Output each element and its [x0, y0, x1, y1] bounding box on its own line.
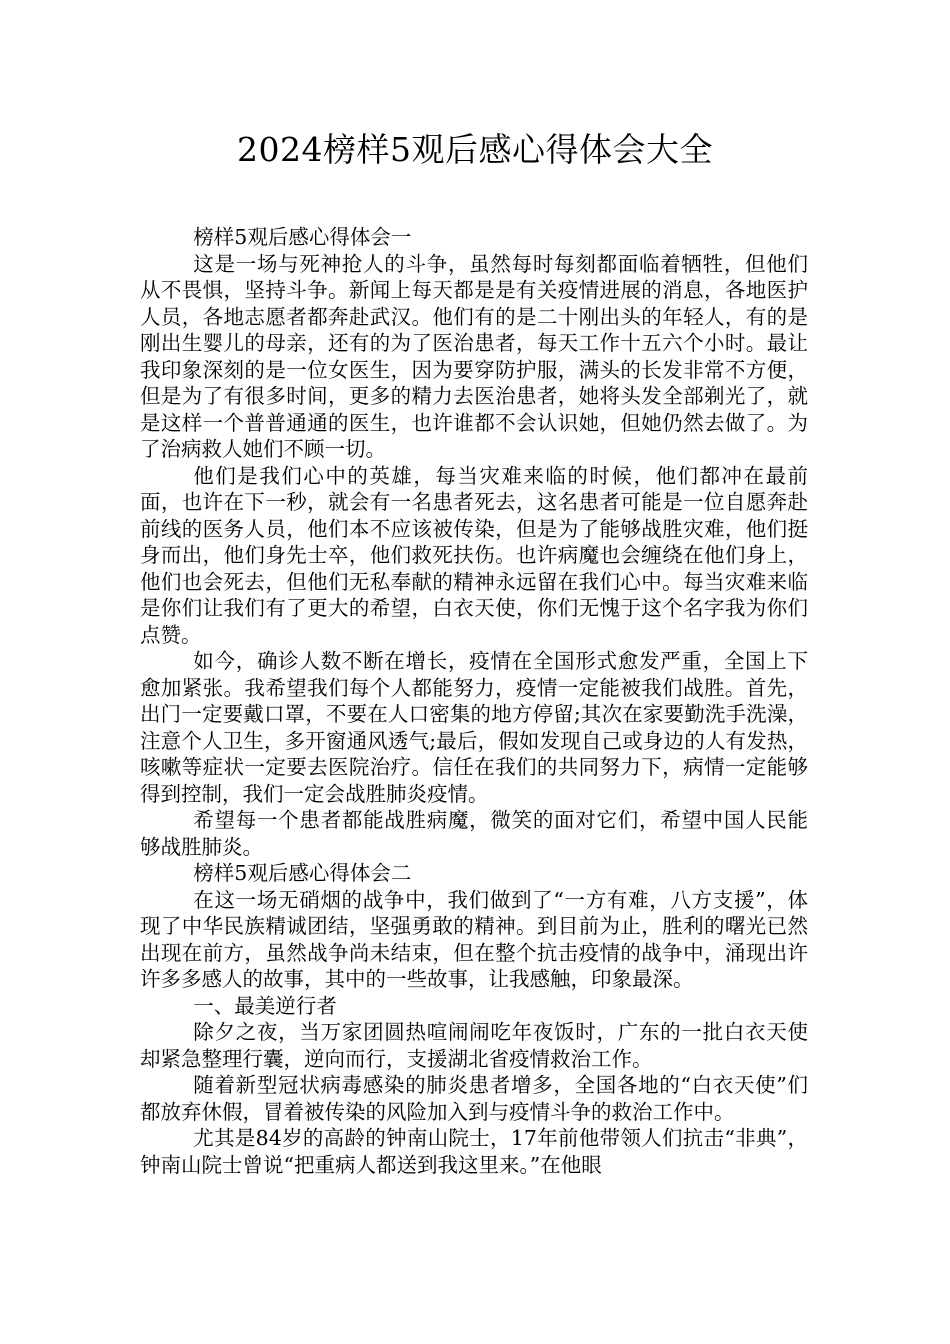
paragraph: 尤其是84岁的高龄的钟南山院士，17年前他带领人们抗击“非典”，钟南山院士曾说“把重病人都送到我这里来。”在他眼 — [140, 1126, 808, 1177]
document-title: 2024榜样5观后感心得体会大全 — [237, 130, 713, 169]
paragraph: 在这一场无硝烟的战争中，我们做到了“一方有难，八方支援”，体现了中华民族精诚团结，坚强勇敢的精神。到目前为止，胜利的曙光已然出现在前方，虽然战争尚未结束，但在整个抗击疫情的战争中，涌现出许许多多感人的故事，其中的一些故事，让我感触，印象最深。 — [140, 887, 808, 991]
paragraph: 希望每一个患者都能战胜病魔，微笑的面对它们，希望中国人民能够战胜肺炎。 — [140, 808, 808, 859]
paragraph: 如今，确诊人数不断在增长，疫情在全国形式愈发严重，全国上下愈加紧张。我希望我们每个人都能努力，疫情一定能被我们战胜。首先，出门一定要戴口罩，不要在人口密集的地方停留;其次在家要勤洗手洗澡，注意个人卫生，多开窗通风透气;最后，假如发现自己或身边的人有发热，咳嗽等症状一定要去医院治疗。信任在我们的共同努力下，病情一定能够得到控制，我们一定会战胜肺炎疫情。 — [140, 649, 808, 806]
paragraph: 这是一场与死神抢人的斗争，虽然每时每刻都面临着牺牲，但他们从不畏惧，坚持斗争。新闻上每天都是是有关疫情进展的消息，各地医护人员，各地志愿者都奔赴武汉。他们有的是二十刚出头的年轻人，有的是刚出生婴儿的母亲，还有的为了医治患者，每天工作十五六个小时。最让我印象深刻的是一位女医生，因为要穿防护服，满头的长发非常不方便，但是为了有很多时间，更多的精力去医治患者，她将头发全部剃光了，就是这样一个普普通通的医生，也许谁都不会认识她，但她仍然去做了。为了治病救人她们不顾一切。 — [140, 251, 808, 461]
subsection-heading: 一、最美逆行者 — [193, 993, 337, 1018]
paragraph: 除夕之夜，当万家团圆热喧闹闹吃年夜饭时，广东的一批白衣天使却紧急整理行囊，逆向而行，支援湖北省疫情救治工作。 — [140, 1020, 808, 1071]
paragraph: 随着新型冠状病毒感染的肺炎患者增多，全国各地的“白衣天使”们都放弃休假，冒着被传染的风险加入到与疫情斗争的救治工作中。 — [140, 1073, 808, 1124]
paragraph: 他们是我们心中的英雄，每当灾难来临的时候，他们都冲在最前面，也许在下一秒，就会有一名患者死去，这名患者可能是一位自愿奔赴前线的医务人员，他们本不应该被传染，但是为了能够战胜灾难，他们挺身而出，他们身先士卒，他们救死扶伤。也许病魔也会缠绕在他们身上，他们也会死去，但他们无私奉献的精神永远留在我们心中。每当灾难来临是你们让我们有了更大的希望，白衣天使，你们无愧于这个名字我为你们点赞。 — [140, 463, 808, 647]
document-body — [140, 224, 808, 1178]
section-heading-2: 榜样5观后感心得体会二 — [193, 861, 412, 885]
section-heading-1: 榜样5观后感心得体会一 — [193, 225, 412, 249]
